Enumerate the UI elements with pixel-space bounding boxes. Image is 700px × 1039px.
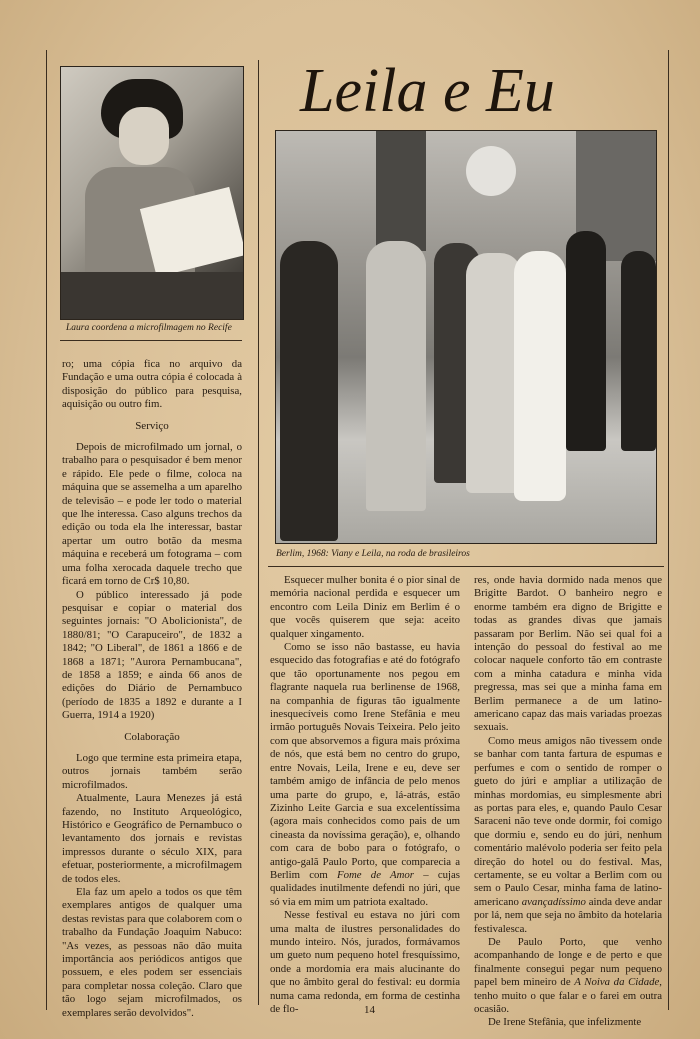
article-title: Leila e Eu (300, 57, 555, 125)
person-right (566, 231, 606, 451)
article-column-2 (270, 574, 460, 1016)
col2-paragraph-1: Esquecer mulher bonita é o pior sinal de memória nacional perdida e esquecer um encontro com Leila Diniz em Berlim é o que vocês quiserem que seja: aceito qualquer xingamento. (270, 574, 460, 640)
column-rule-center (258, 60, 259, 1005)
film-title-fome-de-amor: Fome de Amor (337, 868, 414, 881)
laura-photo-caption: Laura coordena a microfilmagem no Recife (66, 323, 232, 333)
clock-sign (466, 146, 516, 196)
col1-paragraph-4: Logo que termine esta primeira etapa, outros jornais também serão microfilmados. (62, 751, 242, 791)
col3-paragraph-3: De Paulo Porto, que venho acompanhando de longe e de perto e que finalmente consegui pegar num pequeno papel bem mineiro de A Noiva da Cidade, tenho muito o que falar e o farei em outra ocasião. (474, 935, 662, 1015)
article-column-3 (474, 574, 662, 1030)
col2-paragraph-2: Como se isso não bastasse, eu havia esquecido das fotografias e até do fotógrafo que tão oportunamente nos pegou em flagrante naquela rua berlinense de 1968, na companhia de figuras tão igualmente inesquecíveis como Irene Stefânia e meu irmão português Novais Teixeira. Pelo jeito com que absorvemos a figura mais próxima de nós, que está bem no centro do grupo, entre Novais, Leila, Irene e eu, deve ser também amigo de infância de pelo menos uma parte do grupo, e, lá-atrás, estão Zizinho Leite Garcia e sua excelentíssima (agora mais conhecidos como pais de um cineasta da novíssima geração), e, olhando com cara de bobo para o fotógrafo, o antigo-galã Paulo Porto, que comparecia a Berlim com Fome de Amor – cujas qualidades inutilmente defendi no júri, que só via em mim um patriota exaltado. (270, 641, 460, 908)
person-left (280, 241, 338, 541)
col1-paragraph-2: Depois de microfilmado um jornal, o trabalho para o pesquisador é bem menor e rápido. Ele pede o filme, coloca na máquina que se assemelha a um aparelho de televisão – e pode ler todo o material que lhe interessa. Caso alguns trechos da edição ou toda ela lhe interessar, bastar apertar um outro botão da mesma máquina e receberá um fotograma – com uma folha xerocada daquele trecho que ficará em torno de Cr$ 10,80. (62, 441, 242, 588)
berlim-photo-caption: Berlim, 1968: Viany e Leila, na roda de brasileiros (276, 549, 470, 559)
laura-face (119, 107, 169, 165)
person-edge (621, 251, 656, 451)
col2-paragraph-3: Nesse festival eu estava no júri com uma malta de ilustres personalidades do mundo inteiro. Nós, jurados, formávamos um gueto num pequeno hotel fresquíssimo, onde a mordomia era mais alucinante do que no âmbito geral do festival: eu dormia numa cama redonda, em forma de cestinha de flo- (270, 909, 460, 1015)
col3-paragraph-1: res, onde havia dormido nada menos que Brigitte Bardot. O banheiro negro e enorme também era digno de Brigitte e todas as grandes divas que jamais passaram por Berlim. Não sei qual foi a intenção do pessoal do festival ao me colocar naquele conforto tão em contraste com a minha catadura e minha vida pregressa, mas sei que a minha fama em Berlim permanece a de um latino-americano capaz das mais variadas proezas sexuais. (474, 574, 662, 734)
col1-paragraph-1: ro; uma cópia fica no arquivo da Fundação e uma outra cópia é colocada à disposição do público para pesquisa, aquisição ou outro fim. (62, 358, 242, 411)
col1-paragraph-5: Atualmente, Laura Menezes já está fazendo, no Instituto Arqueológico, Histórico e Geográfico de Pernambuco o levantamento dos jornais e revistas impressos durante o século XIX, para efetuar, posteriormente, a microfilmagem de todos eles. (62, 792, 242, 885)
berlim-photo (275, 130, 657, 544)
col3-paragraph-4: De Irene Stefânia, que infelizmente (488, 1016, 642, 1029)
person-center (366, 241, 426, 511)
col3-paragraph-2: Como meus amigos não tivessem onde se banhar com tanta fartura de espumas e perfumes e com o sentido de romper o gueto do júri e ampliar a utilização de minhas mordomias, eu simplesmente abri as portas para eles, e, quando Paulo Cesar Saraceni não teve onde dormir, foi comigo que dormiu e, sendo eu do júri, nenhum comentário malévolo poderia ser feito pela direção do hotel ou do festival. Mas, certamente, se eu voltar a Berlim com ou sem o Paulo Cesar, minha fama de latino-americano avançadíssimo ainda deve andar por lá, nem que seja no âmbito da hotelaria festivalesca. (474, 734, 662, 935)
film-title-a-noiva-da-cidade: A Noiva da Cidade (574, 976, 660, 989)
irene (514, 251, 566, 501)
section-heading-servico: Serviço (135, 419, 169, 432)
caption-rule-left (60, 340, 242, 341)
laura-photo (60, 66, 244, 320)
article-column-1 (62, 358, 242, 1020)
building-tower (376, 131, 426, 251)
section-heading-colaboracao: Colaboração (124, 730, 180, 743)
column-rule-left (46, 50, 47, 1010)
col1-paragraph-6: Ela faz um apelo a todos os que têm exemplares antigos de qualquer uma destas revistas para que colaborem com o trabalho da Fundação Joaquim Nabuco: "As vezes, as pessoas não dão muita importância aos periódicos antigos que possuem, e eles podem ser essenciais para completar nossa coleção. Claro que tão logo sejam microfilmados, os exemplares serão devolvidos". (62, 886, 242, 1019)
column-rule-right (668, 50, 669, 1010)
page-number: 14 (364, 1004, 375, 1016)
caption-rule-right (268, 566, 664, 567)
desk (61, 272, 243, 319)
col1-paragraph-3: O público interessado já pode pesquisar e copiar o material dos seguintes jornais: "O Abolicionista", de 1880/81; "O Carapuceiro", de 1832 a 1842; "O Liberal", de 1861 a 1866 e de 1868 a 1871; "Aurora Pernambucana", de 1858 a 1859; e ainda 66 anos de edições do Diário de Pernambuco (período de 1835 a 1892 e durante a I Guerra, 1914 a 1920) (62, 588, 242, 722)
emphasis-avancadissimo: avançadíssimo (521, 895, 586, 908)
